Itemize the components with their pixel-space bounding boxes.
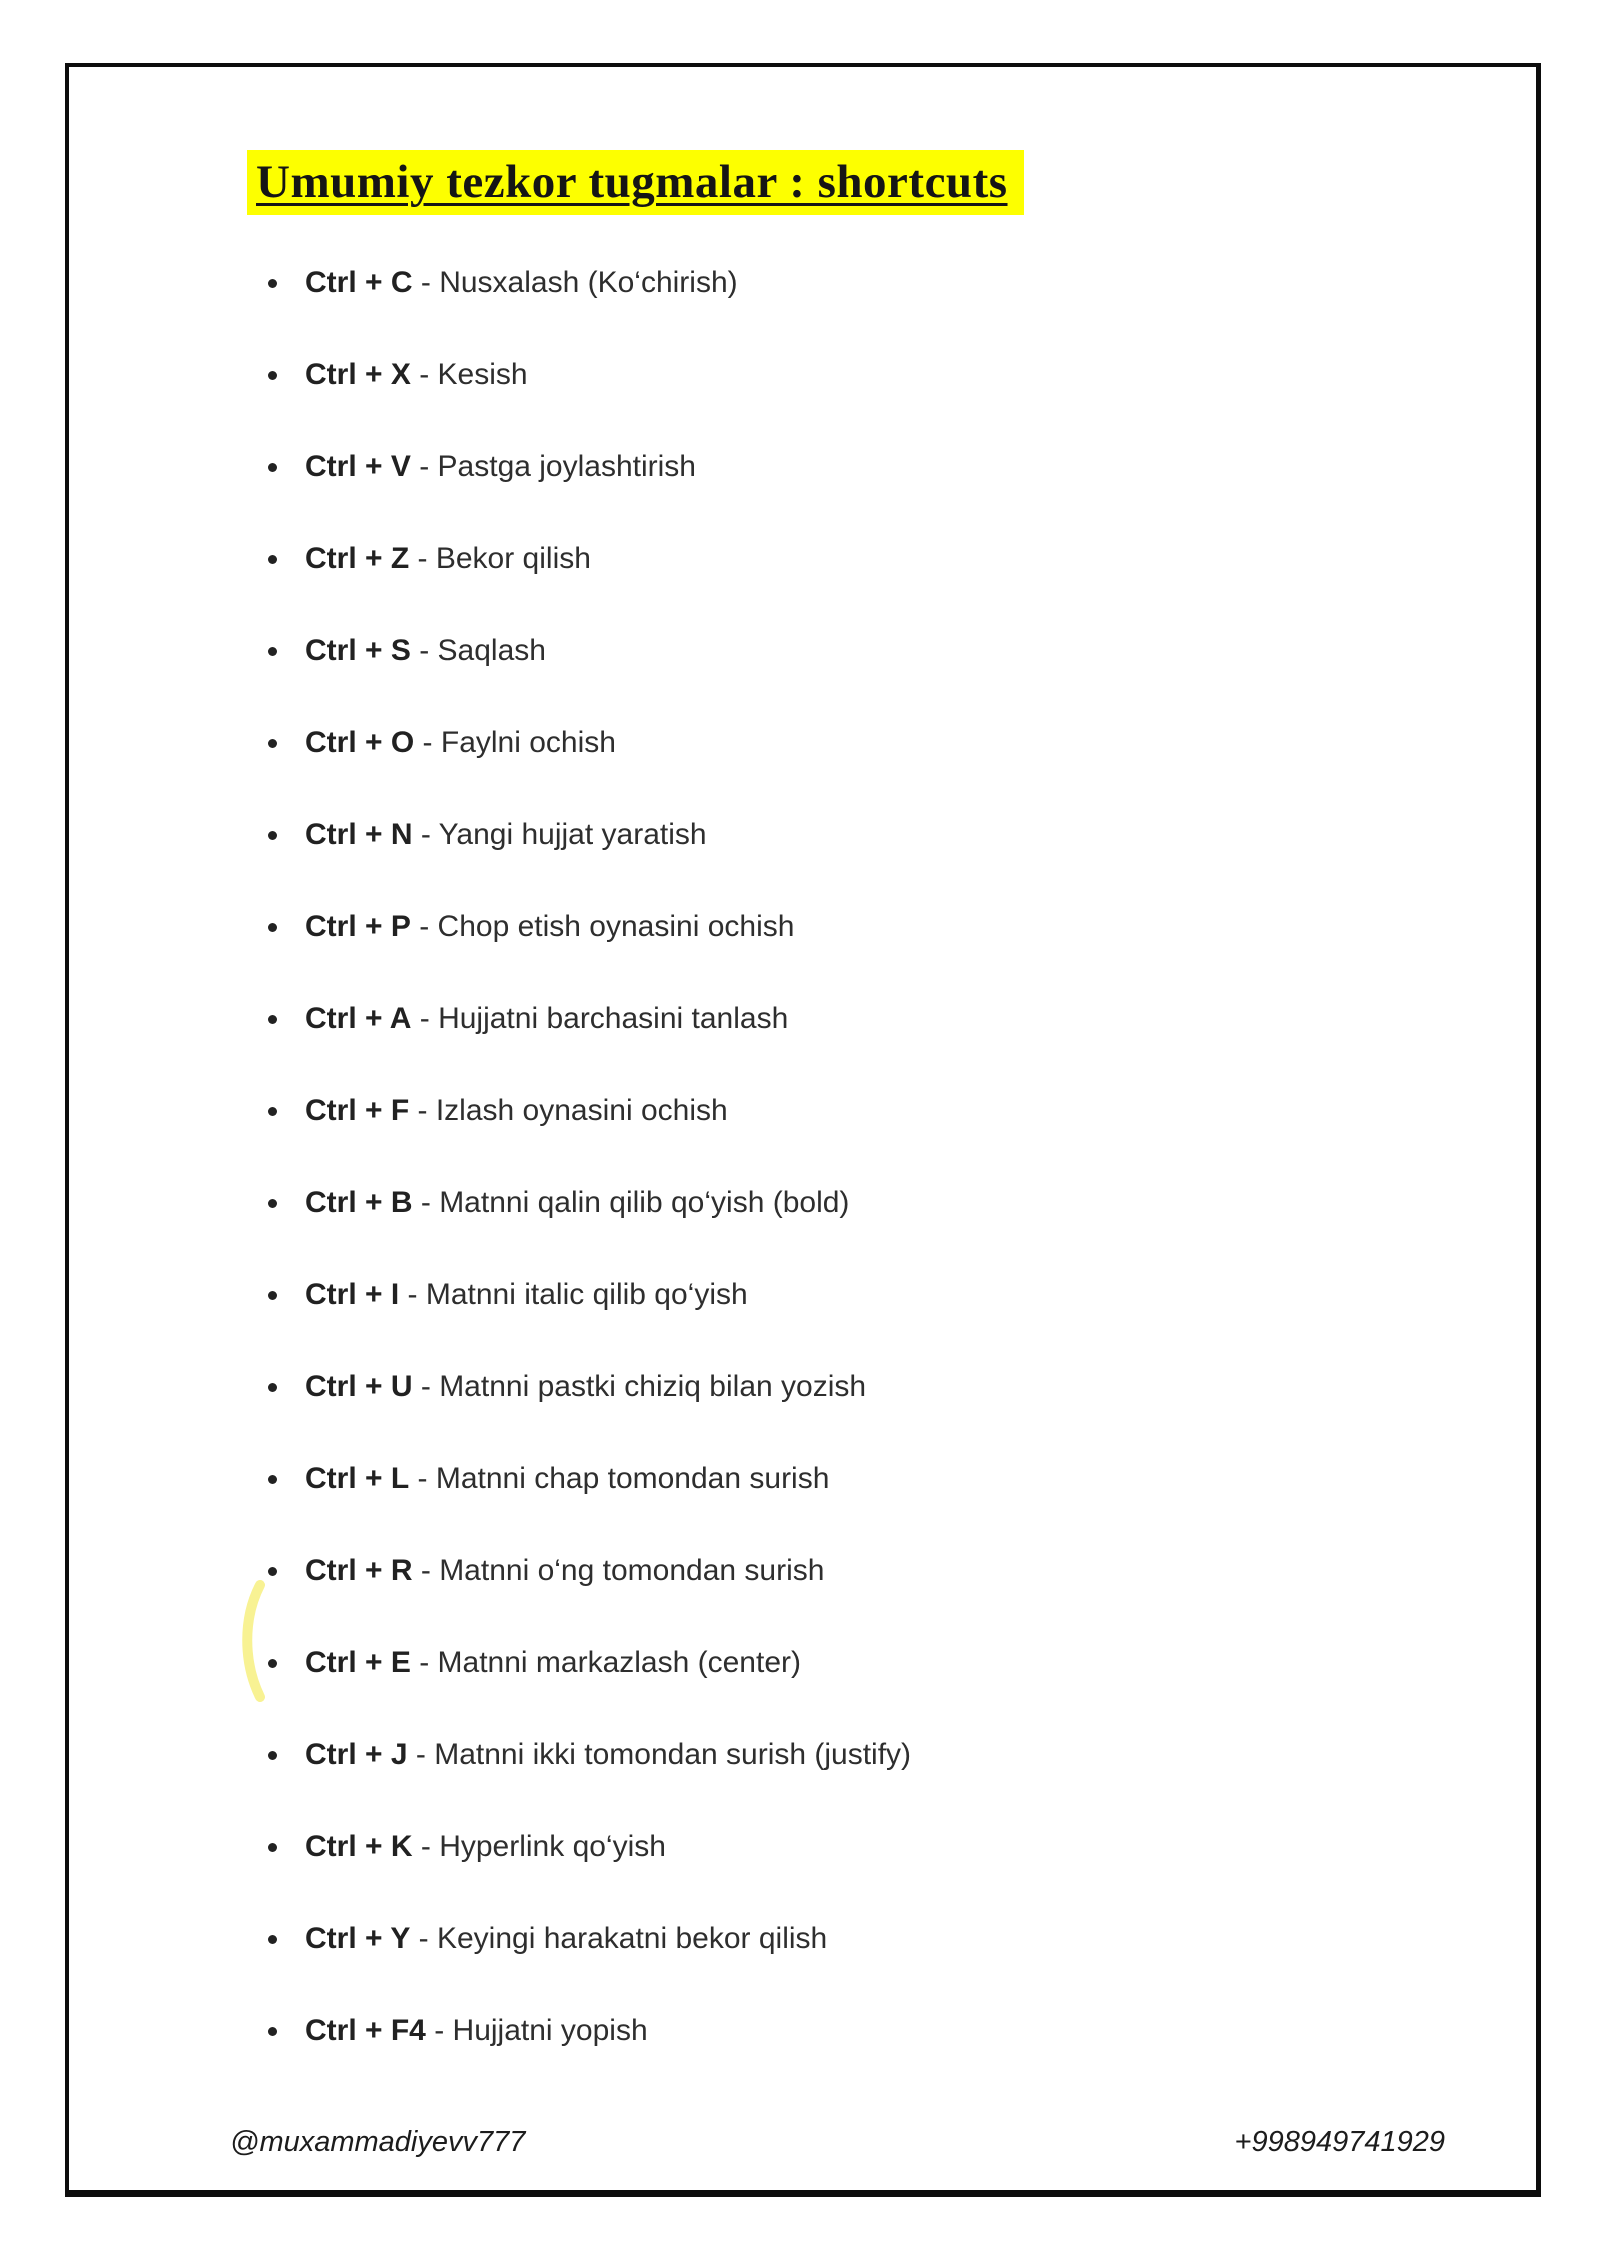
shortcut-keys: Ctrl + P — [305, 910, 411, 943]
shortcut-list-item — [253, 1550, 911, 1592]
shortcut-list-item — [253, 906, 911, 948]
shortcut-description: - Hujjatni yopish — [425, 2014, 648, 2047]
shortcut-list-item — [253, 354, 911, 396]
shortcut-description: - Matnni qalin qilib qo‘yish (bold) — [412, 1186, 850, 1219]
shortcut-list-item — [253, 538, 911, 580]
bullet-icon — [268, 1475, 277, 1484]
shortcut-keys: Ctrl + N — [305, 818, 413, 851]
shortcut-description: - Matnni italic qilib qo‘yish — [399, 1278, 748, 1311]
shortcut-keys: Ctrl + U — [305, 1370, 413, 1403]
bullet-icon — [268, 371, 277, 380]
shortcut-list-item — [253, 1826, 911, 1868]
shortcut-list-item — [253, 814, 911, 856]
shortcut-list-item — [253, 1274, 911, 1316]
footer-handle: @muxammadiyevv777 — [230, 2126, 526, 2158]
shortcut-keys: Ctrl + B — [305, 1186, 413, 1219]
shortcut-list-item — [253, 446, 911, 488]
shortcut-keys: Ctrl + E — [305, 1646, 411, 1679]
bullet-icon — [268, 923, 277, 932]
shortcut-list-item — [253, 1182, 911, 1224]
shortcut-list-item — [253, 1366, 911, 1408]
bullet-icon — [268, 1107, 277, 1116]
shortcut-description: - Izlash oynasini ochish — [409, 1094, 728, 1127]
shortcut-keys: Ctrl + C — [305, 266, 413, 299]
shortcut-description: - Chop etish oynasini ochish — [410, 910, 795, 943]
bullet-icon — [268, 1567, 277, 1576]
shortcut-description: - Hyperlink qo‘yish — [412, 1830, 666, 1863]
bullet-icon — [268, 1659, 277, 1668]
bullet-icon — [268, 1015, 277, 1024]
bullet-icon — [268, 1935, 277, 1944]
shortcut-list-item — [253, 1458, 911, 1500]
shortcut-list-item — [253, 1918, 911, 1960]
bullet-icon — [268, 1843, 277, 1852]
shortcut-list-item — [253, 262, 911, 304]
shortcut-keys: Ctrl + A — [305, 1002, 412, 1035]
shortcut-keys: Ctrl + X — [305, 358, 411, 391]
bullet-icon — [268, 463, 277, 472]
shortcut-list-item — [253, 1642, 911, 1684]
shortcut-keys: Ctrl + Y — [305, 1922, 411, 1955]
shortcut-description: - Matnni markazlash (center) — [410, 1646, 801, 1679]
shortcut-keys: Ctrl + F4 — [305, 2014, 426, 2047]
shortcut-description: - Faylni ochish — [414, 726, 616, 759]
shortcut-keys: Ctrl + F — [305, 1094, 410, 1127]
bullet-icon — [268, 831, 277, 840]
shortcut-list-item — [253, 998, 911, 1040]
shortcut-description: - Kesish — [410, 358, 528, 391]
shortcut-list-item — [253, 1090, 911, 1132]
shortcut-keys: Ctrl + O — [305, 726, 415, 759]
bullet-icon — [268, 1751, 277, 1760]
bullet-icon — [268, 739, 277, 748]
shortcut-description: - Hujjatni barchasini tanlash — [411, 1002, 789, 1035]
shortcut-description: - Nusxalash (Ko‘chirish) — [412, 266, 738, 299]
shortcut-list-item — [253, 722, 911, 764]
bullet-icon — [268, 279, 277, 288]
shortcut-keys: Ctrl + L — [305, 1462, 410, 1495]
bullet-icon — [268, 1383, 277, 1392]
bullet-icon — [268, 1291, 277, 1300]
bullet-icon — [268, 2027, 277, 2036]
shortcut-list-item — [253, 1734, 911, 1776]
shortcut-description: - Saqlash — [410, 634, 546, 667]
shortcut-keys: Ctrl + I — [305, 1278, 400, 1311]
shortcut-description: - Bekor qilish — [409, 542, 591, 575]
shortcut-description: - Matnni chap tomondan surish — [409, 1462, 830, 1495]
shortcut-description: - Keyingi harakatni bekor qilish — [410, 1922, 828, 1955]
shortcut-list-item — [253, 2010, 911, 2052]
shortcut-keys: Ctrl + J — [305, 1738, 408, 1771]
shortcut-keys: Ctrl + Z — [305, 542, 410, 575]
shortcut-description: - Yangi hujjat yaratish — [412, 818, 707, 851]
page-title: Umumiy tezkor tugmalar : shortcuts — [247, 150, 1024, 215]
shortcut-description: - Matnni ikki tomondan surish (justify) — [407, 1738, 912, 1771]
shortcut-description: - Matnni o‘ng tomondan surish — [412, 1554, 825, 1587]
bullet-icon — [268, 1199, 277, 1208]
shortcut-keys: Ctrl + K — [305, 1830, 413, 1863]
bullet-icon — [268, 647, 277, 656]
shortcut-keys: Ctrl + R — [305, 1554, 413, 1587]
shortcut-keys: Ctrl + S — [305, 634, 411, 667]
shortcuts-list — [253, 262, 911, 2052]
footer-phone: +998949741929 — [1234, 2126, 1445, 2158]
shortcut-description: - Pastga joylashtirish — [410, 450, 696, 483]
shortcut-keys: Ctrl + V — [305, 450, 411, 483]
page-footer — [230, 2126, 1445, 2159]
shortcut-list-item — [253, 630, 911, 672]
bullet-icon — [268, 555, 277, 564]
shortcut-description: - Matnni pastki chiziq bilan yozish — [412, 1370, 867, 1403]
